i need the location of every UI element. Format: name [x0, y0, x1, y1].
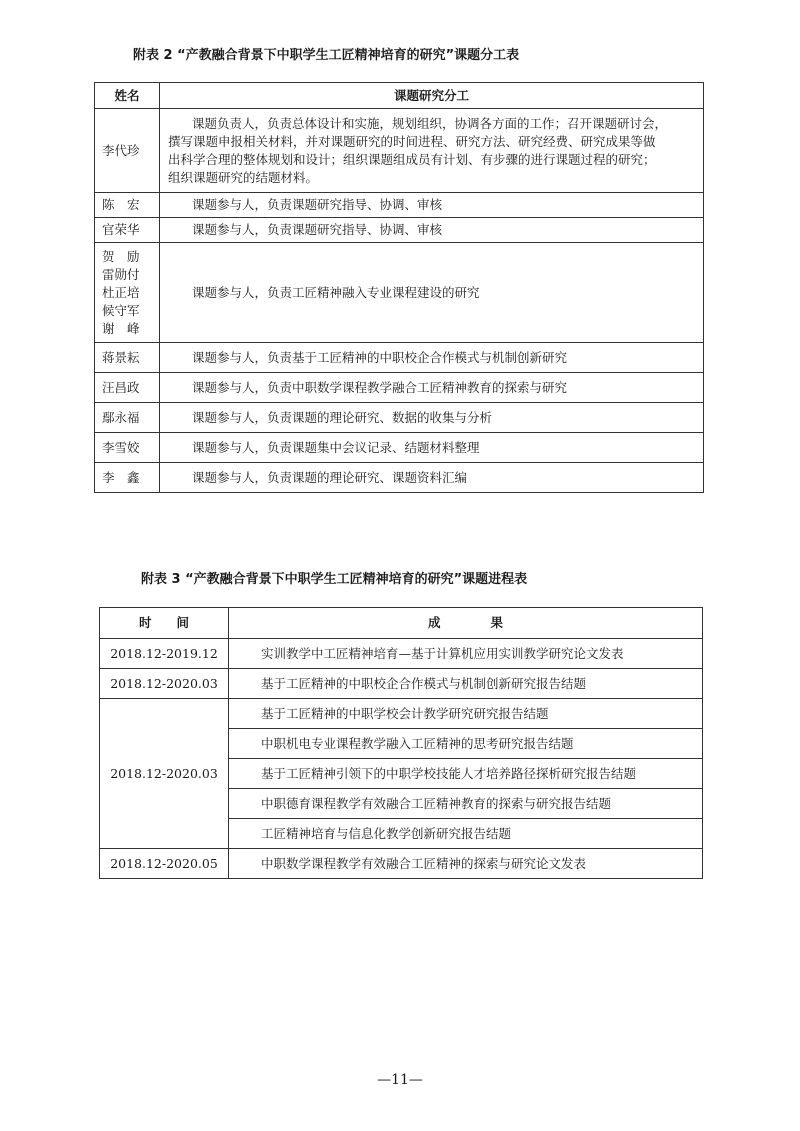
division-of-work-table — [94, 82, 704, 493]
table3-caption: 附表 3 “产教融合背景下中职学生工匠精神培育的研究”课题进程表 — [141, 572, 528, 587]
duty-line: 课题参与人，负责课题的理论研究、数据的收集与分析 — [192, 409, 493, 425]
table2-caption: 附表 2 “产教融合背景下中职学生工匠精神培育的研究”课题分工表 — [133, 48, 520, 63]
duty-line: 出科学合理的整体规划和设计；组织课题组成员有计划、有步骤的进行课题过程的研究； — [168, 151, 656, 167]
column-header-result: 成 果 — [229, 608, 703, 639]
member-name: 蒋景耘 — [102, 349, 140, 365]
member-name: 雷勋付 — [102, 266, 140, 282]
member-name: 贺 励 — [102, 248, 140, 264]
duty-cell — [160, 343, 704, 373]
member-name: 候守军 — [102, 302, 140, 318]
member-name-cell — [95, 463, 160, 493]
table-row — [95, 403, 704, 433]
member-name-cell — [95, 218, 160, 243]
table-row — [100, 849, 703, 879]
member-name: 汪昌政 — [102, 379, 140, 395]
member-name-cell — [95, 433, 160, 463]
time-period-cell: 2018.12-2020.05 — [100, 849, 229, 879]
result-cell: 中职德育课程教学有效融合工匠精神教育的探索与研究报告结题 — [229, 789, 703, 819]
duty-line: 撰写课题申报相关材料，并对课题研究的时间进程、研究方法、研究经费、研究成果等做 — [168, 133, 656, 149]
result-cell: 中职数学课程教学有效融合工匠精神的探索与研究论文发表 — [229, 849, 703, 879]
result-cell: 实训教学中工匠精神培育—基于计算机应用实训教学研究论文发表 — [229, 639, 703, 669]
column-header-time: 时 间 — [100, 608, 229, 639]
column-header-name: 姓名 — [95, 83, 160, 109]
duty-cell — [160, 109, 704, 193]
member-name: 谢 峰 — [102, 320, 140, 336]
duty-line: 组织课题研究的结题材料。 — [168, 169, 319, 185]
table-row — [100, 639, 703, 669]
member-name: 鄢永福 — [102, 409, 140, 425]
table-row — [95, 373, 704, 403]
table-row — [100, 669, 703, 699]
table-row — [95, 193, 704, 218]
member-name: 李 鑫 — [102, 469, 140, 485]
member-name-cell — [95, 243, 160, 343]
duty-line: 课题参与人，负责课题研究指导、协调、审核 — [192, 197, 443, 212]
duty-line: 课题参与人，负责课题的理论研究、课题资料汇编 — [192, 469, 468, 485]
progress-table — [99, 607, 703, 879]
member-name: 陈 宏 — [102, 197, 140, 212]
member-name-cell — [95, 343, 160, 373]
duty-cell — [160, 463, 704, 493]
duty-cell — [160, 373, 704, 403]
member-name: 李雪姣 — [102, 439, 140, 455]
table-row — [95, 463, 704, 493]
result-cell: 基于工匠精神的中职学校会计教学研究研究报告结题 — [229, 699, 703, 729]
duty-line: 课题参与人，负责课题研究指导、协调、审核 — [192, 222, 443, 237]
member-name-cell — [95, 109, 160, 193]
duty-cell — [160, 218, 704, 243]
table-row — [100, 699, 703, 729]
table-row — [95, 433, 704, 463]
table-row — [95, 243, 704, 343]
table-row — [95, 218, 704, 243]
duty-line: 课题参与人，负责工匠精神融入专业课程建设的研究 — [192, 284, 480, 300]
member-name-cell — [95, 403, 160, 433]
page-number: —11— — [377, 1072, 423, 1088]
table-row — [95, 109, 704, 193]
duty-cell — [160, 193, 704, 218]
duty-line: 课题参与人，负责基于工匠精神的中职校企合作模式与机制创新研究 — [192, 349, 568, 365]
result-cell: 基于工匠精神的中职校企合作模式与机制创新研究报告结题 — [229, 669, 703, 699]
result-cell: 中职机电专业课程教学融入工匠精神的思考研究报告结题 — [229, 729, 703, 759]
table-row — [95, 343, 704, 373]
time-period-cell: 2018.12-2019.12 — [100, 639, 229, 669]
duty-line: 课题参与人，负责中职数学课程教学融合工匠精神教育的探索与研究 — [192, 379, 568, 395]
column-header-duty: 课题研究分工 — [160, 83, 704, 109]
duty-line: 课题负责人，负责总体设计和实施，规划组织，协调各方面的工作；召开课题研讨会， — [192, 115, 668, 131]
member-name: 杜正培 — [102, 284, 140, 300]
duty-cell — [160, 243, 704, 343]
time-period-cell: 2018.12-2020.03 — [100, 699, 229, 849]
result-cell: 基于工匠精神引领下的中职学校技能人才培养路径探析研究报告结题 — [229, 759, 703, 789]
result-cell: 工匠精神培育与信息化教学创新研究报告结题 — [229, 819, 703, 849]
duty-line: 课题参与人，负责课题集中会议记录、结题材料整理 — [192, 439, 480, 455]
duty-cell — [160, 403, 704, 433]
member-name-cell — [95, 193, 160, 218]
time-period-cell: 2018.12-2020.03 — [100, 669, 229, 699]
duty-cell — [160, 433, 704, 463]
member-name: 官荣华 — [102, 222, 140, 237]
member-name-cell — [95, 373, 160, 403]
member-name: 李代珍 — [102, 142, 140, 158]
